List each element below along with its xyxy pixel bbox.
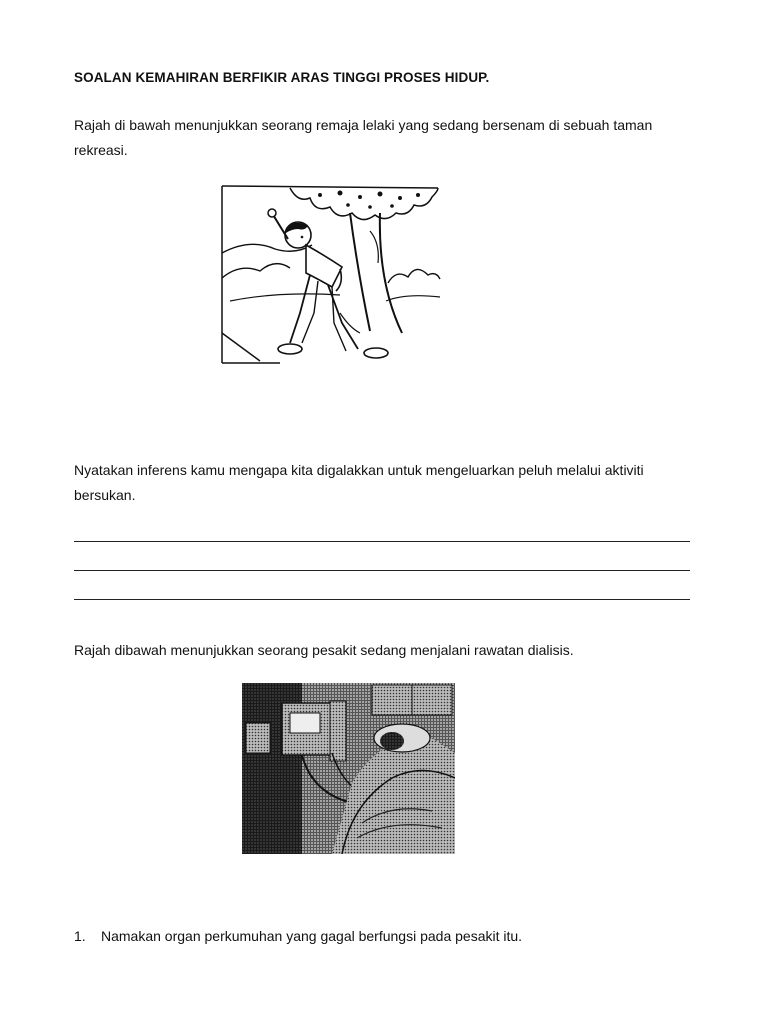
answer-line-1[interactable] xyxy=(74,541,690,542)
page-heading: SOALAN KEMAHIRAN BERFIKIR ARAS TINGGI PROSES HIDUP. xyxy=(74,70,490,85)
boy-exercising-under-tree-icon xyxy=(220,183,442,365)
passage-exercise xyxy=(74,113,694,163)
passage-exercise-line1: Rajah di bawah menunjukkan seorang remaja lelaki yang sedang bersenam di sebuah taman xyxy=(74,117,653,133)
dialysis-patient-photo-icon xyxy=(242,683,455,854)
answer-line-2[interactable] xyxy=(74,570,690,571)
answer-line-3[interactable] xyxy=(74,599,690,600)
question-1-number: 1. xyxy=(74,928,86,944)
passage-dialysis: Rajah dibawah menunjukkan seorang pesakit sedang menjalani rawatan dialisis. xyxy=(74,642,574,658)
question-1-text: Namakan organ perkumuhan yang gagal berfungsi pada pesakit itu. xyxy=(101,928,523,944)
question-inference-line2: bersukan. xyxy=(74,487,136,503)
passage-exercise-line2: rekreasi. xyxy=(74,142,128,158)
question-inference-line1: Nyatakan inferens kamu mengapa kita digalakkan untuk mengeluarkan peluh melalui aktiviti xyxy=(74,462,644,478)
question-inference xyxy=(74,458,694,508)
